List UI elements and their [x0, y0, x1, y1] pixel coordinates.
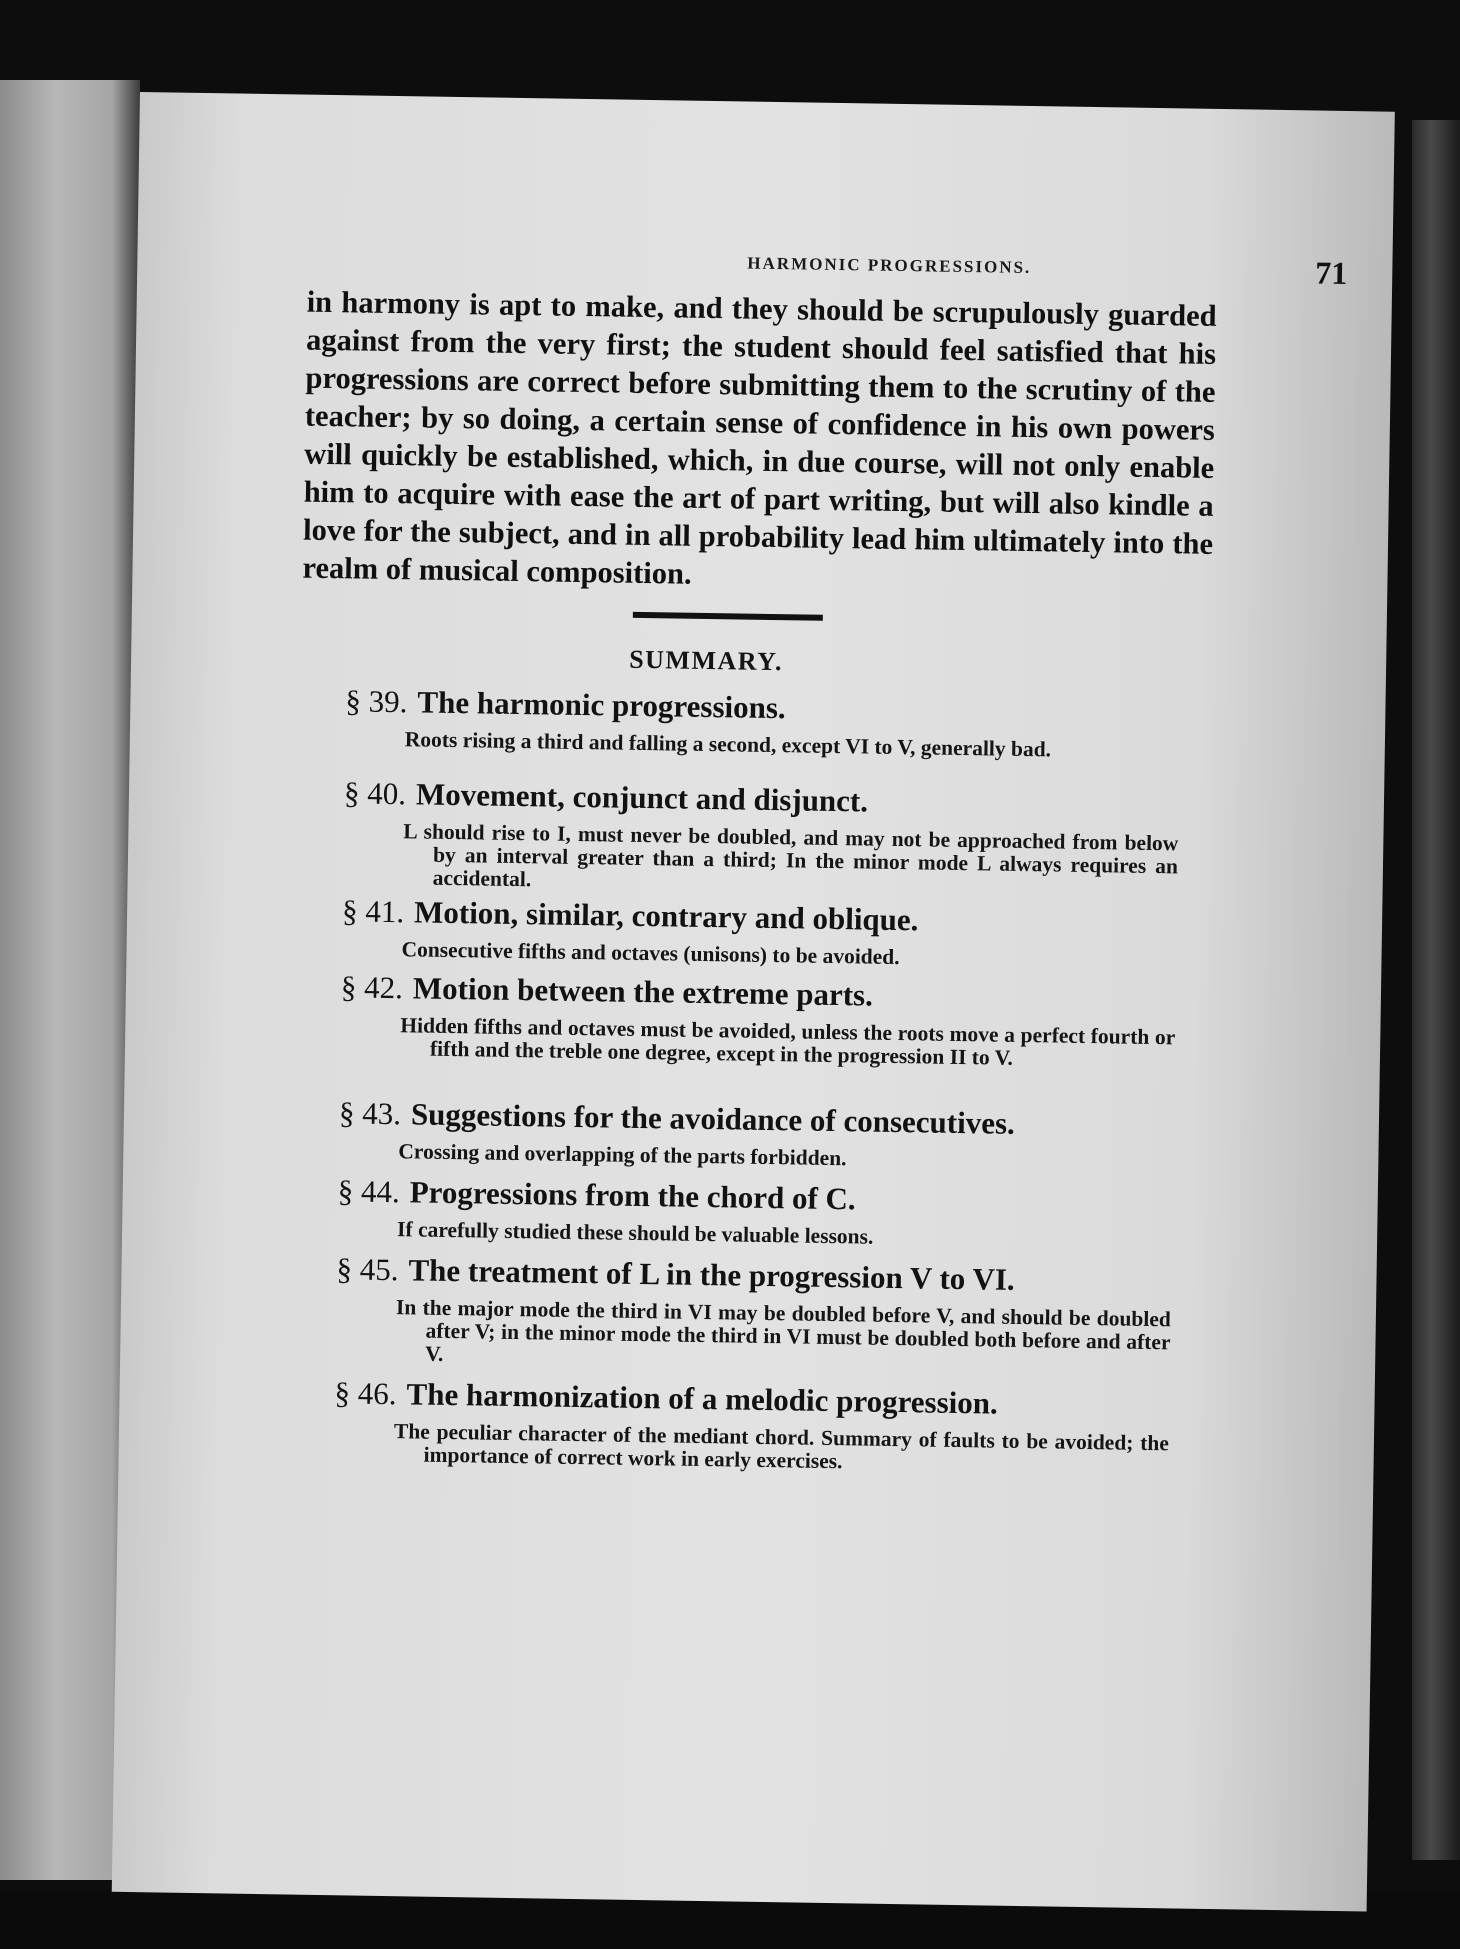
page-number: 71 [1315, 254, 1348, 291]
summary-section-39 [345, 683, 1146, 763]
summary-section-45 [335, 1251, 1172, 1377]
section-number: § 41. [341, 893, 405, 930]
section-title: The harmonic progressions. [417, 684, 786, 726]
section-body: If carefully studied these should be valuable lessons. [396, 1217, 874, 1249]
section-heading [334, 1375, 1134, 1424]
summary-section-40 [343, 775, 1179, 901]
section-body: In the major mode the third in VI may be doubled before V, and should be doubled after V; in the minor mode the third in VI must be doubled both before and after V. [395, 1295, 1172, 1366]
section-title: Progressions from the chord of C. [409, 1174, 857, 1217]
summary-section-43 [338, 1095, 1139, 1175]
section-body: L should rise to I, must never be doubled, and may not be approached from below by an interval greater than a third; In the minor mode L always requires an accidental. [403, 819, 1179, 892]
section-heading [341, 969, 1141, 1018]
section-title: Suggestions for the avoidance of consecutives. [410, 1096, 1016, 1141]
section-heading [337, 1173, 1137, 1222]
section-body: Consecutive fifths and octaves (unisons) to be avoided. [401, 937, 900, 970]
section-number: § 40. [343, 775, 407, 812]
section-number: § 46. [334, 1375, 397, 1412]
summary-section-44 [337, 1173, 1138, 1253]
section-title: The treatment of L in the progression V to VI. [408, 1252, 1015, 1297]
body-paragraph: in harmony is apt to make, and they should be scrupulously guarded against from the very first; the student should feel satisfied that his progressions are correct before submitting them to the scrutiny of the teacher; by so doing, a certain sense of confidence in his own powers will quickly be established, which, in due course, will not only enable him to acquire with ease the art of part writing, but will also kindle a love for the subject, and in all probability lead him ultimately into the realm of musical composition. [302, 284, 1217, 591]
section-divider-rule [633, 612, 823, 621]
section-heading [344, 775, 1144, 824]
summary-section-41 [341, 893, 1142, 973]
section-number: § 39. [345, 683, 408, 720]
summary-heading: SUMMARY. [628, 644, 784, 677]
section-title: The harmonization of a melodic progression. [406, 1376, 999, 1421]
running-head: HARMONIC PROGRESSIONS. [747, 253, 1032, 278]
section-body: Roots rising a third and falling a second, except VI to V, generally bad. [404, 727, 1052, 762]
section-number: § 42. [340, 969, 404, 1006]
section-heading [342, 893, 1142, 942]
section-title: Motion between the extreme parts. [412, 970, 874, 1013]
summary-section-42 [340, 969, 1176, 1072]
section-title: Movement, conjunct and disjunct. [415, 776, 869, 819]
section-heading [339, 1095, 1139, 1144]
section-heading [345, 683, 1145, 732]
summary-sections [334, 683, 1179, 1474]
section-number: § 45. [336, 1251, 399, 1288]
section-body: Crossing and overlapping of the parts forbidden. [398, 1139, 847, 1171]
book-spine-edge [1412, 120, 1460, 1860]
section-heading [336, 1251, 1136, 1300]
book-page [112, 92, 1395, 1911]
section-body: Hidden fifths and octaves must be avoided, unless the roots move a perfect fourth or fifth and the treble one degree, except in the progression II to V. [400, 1013, 1176, 1070]
section-title: Motion, similar, contrary and oblique. [413, 894, 919, 938]
section-body: The peculiar character of the mediant chord. Summary of faults to be avoided; the importance of correct work in early exercises. [393, 1419, 1170, 1474]
section-number: § 44. [337, 1173, 401, 1210]
summary-section-46 [333, 1375, 1170, 1478]
section-number: § 43. [338, 1095, 402, 1132]
